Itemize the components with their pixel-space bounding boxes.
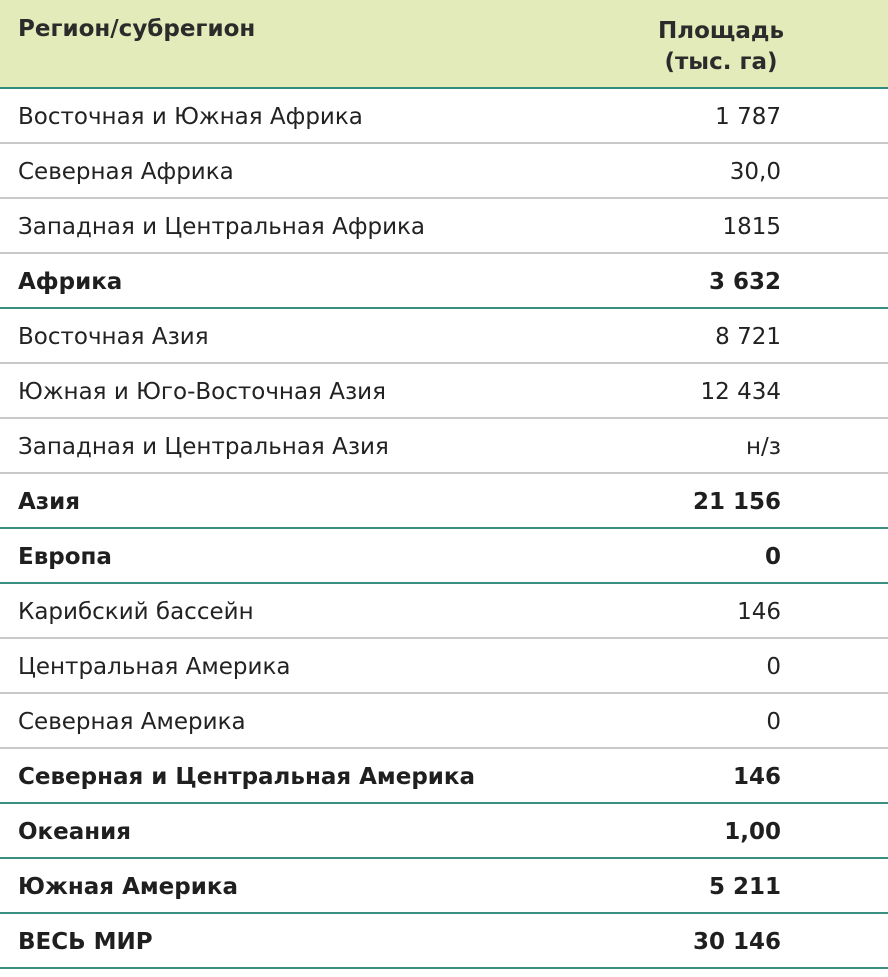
table-row [0, 419, 888, 474]
row-name: Северная Африка [18, 159, 234, 185]
row-name: Европа [18, 544, 112, 570]
table-row-total [0, 529, 888, 584]
table-row [0, 144, 888, 199]
row-value: 3 632 [708, 269, 781, 295]
row-value: 1815 [722, 214, 781, 240]
row-value: 21 156 [692, 489, 781, 515]
row-value: н/з [745, 434, 781, 460]
row-name: Восточная Азия [18, 324, 209, 350]
row-name: ВЕСЬ МИР [18, 929, 153, 955]
row-value: 146 [732, 764, 781, 790]
row-name: Восточная и Южная Африка [18, 104, 363, 130]
table-row [0, 364, 888, 419]
row-value: 0 [764, 544, 781, 570]
row-value: 1,00 [724, 819, 781, 845]
row-name: Северная Америка [18, 709, 246, 735]
row-name: Африка [18, 269, 123, 295]
row-name: Карибский бассейн [18, 599, 254, 625]
row-value: 1 787 [715, 104, 781, 130]
row-name: Северная и Центральная Америка [18, 764, 476, 790]
row-value: 5 211 [708, 874, 781, 900]
row-name: Западная и Центральная Африка [18, 214, 426, 240]
table-row [0, 89, 888, 144]
table-header [0, 0, 888, 89]
row-value: 30 146 [692, 929, 781, 955]
row-value: 146 [737, 599, 781, 625]
column-header-area-line1: Площадь [658, 18, 784, 44]
row-name: Азия [18, 489, 81, 515]
row-value: 30,0 [729, 159, 781, 185]
row-value: 12 434 [700, 379, 781, 405]
table-row-total [0, 474, 888, 529]
row-value: 0 [766, 709, 781, 735]
column-header-area-line2: (тыс. га) [664, 49, 778, 75]
row-value: 8 721 [715, 324, 781, 350]
column-header-region: Регион/субрегион [18, 16, 256, 42]
table-row-total [0, 804, 888, 859]
row-name: Южная Америка [18, 874, 238, 900]
table-body [0, 89, 888, 969]
table-row [0, 639, 888, 694]
row-name: Океания [18, 819, 132, 845]
row-name: Западная и Центральная Азия [18, 434, 389, 460]
table-row [0, 584, 888, 639]
row-name: Центральная Америка [18, 654, 291, 680]
table-row-total [0, 749, 888, 804]
column-header-area [658, 16, 784, 78]
table-row [0, 309, 888, 364]
row-name: Южная и Юго-Восточная Азия [18, 379, 386, 405]
table-row-grand-total [0, 914, 888, 969]
table-row-total [0, 859, 888, 914]
row-value: 0 [766, 654, 781, 680]
table-row [0, 199, 888, 254]
table-row-total [0, 254, 888, 309]
table-row [0, 694, 888, 749]
